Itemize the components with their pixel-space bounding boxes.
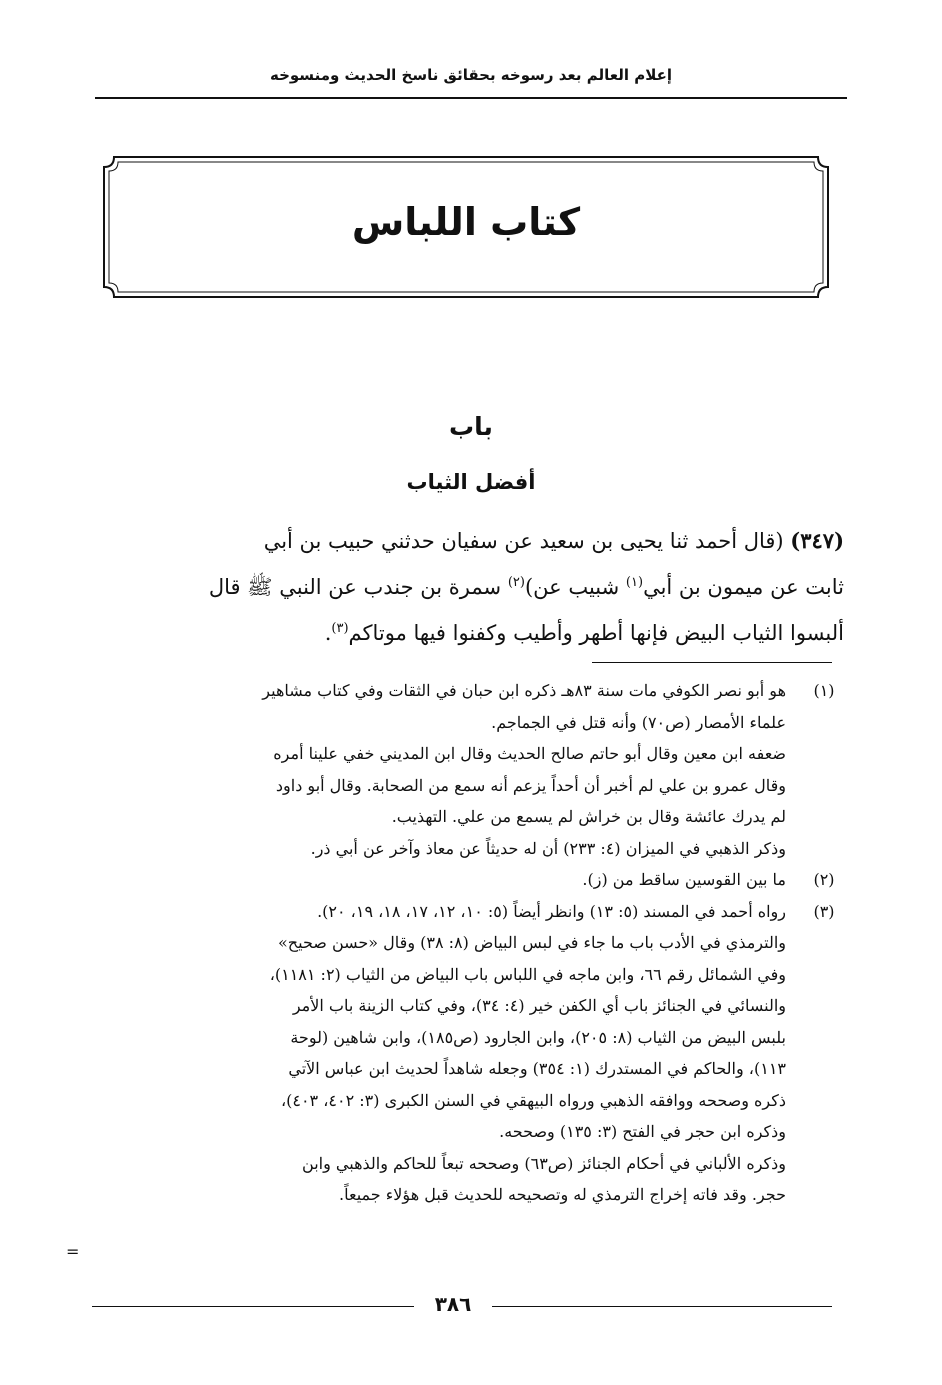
book-title: كتاب اللباس [351,200,581,244]
hadith-line-3: ألبسوا الثياب البيض فإنها أطهر وأطيب وكفنوا فيها موتاكم$^{(٣)}$. [324,621,844,645]
note-ref-3: (٣) [331,621,349,636]
hadith-line-1: (٣٤٧) (قال أحمد ثنا يحيى بن سعيد عن سفيان حدثني حبيب بن أبي [263,528,844,553]
hadith-text [92,520,844,654]
footnote-mark: (٢) [813,870,835,889]
footnote-3: (٣) رواه أحمد في المسند (٥: ١٣) وانظر أيضاً (٥: ١٠، ١٢، ١٧، ١٨، ١٩، ٢٠). والترمذي في الأدب باب ما جاء في لبس البياض (٨: ٣٨) وقال «حسن صحيح» وفي الشمائل رقم ٦٦، وابن ماجه في اللباس باب البياض من الثياب (٢: ١١٨١)، والنسائي في الجنائز باب أي الكفن خير (٤: ٣٤)، وفي كتاب الزينة باب الأمر بلبس البيض من الثياب (٨: ٢٠٥)، وابن الجارود (ص١٨٥)، وابن شاهين (لوحة ١١٣)، والحاكم في المستدرك (١: ٣٥٤) وجعله شاهداً لحديث ابن عباس الآتي ذكره وصححه ووافقه الذهبي ورواه البيهقي في السنن الكبرى (٣: ٤٠٢، ٤٠٣)، وذكره ابن حجر في الفتح (٣: ١٣٥) وصححه. وذكره الألباني في أحكام الجنائز (ص٦٣) وصححه تبعاً للحاكم والذهبي وابن حجر. وقد فاته إخراج الترمذي له وتصحيحه للحديث قبل هؤلاء جميعاً. [98,896,844,1211]
footnote-separator [592,662,832,663]
running-header: إعلام العالم بعد رسوخه بحقائق ناسخ الحديث ومنسوخه [270,66,672,84]
hadith-line-2: ثابت عن ميمون بن أبي$^{(١)}$ شبيب عن)$^{(٢)}$ سمرة بن جندب عن النبي ﷺ قال [208,575,844,599]
header-rule [95,97,847,99]
footer-rule-right [492,1306,832,1307]
footnote-2: (٢) ما بين القوسين ساقط من (ز). [98,864,844,896]
footnote-mark: (١) [813,681,835,700]
chapter-heading: باب [449,412,493,441]
note-ref-1: (١) [625,575,644,590]
note-ref-2: (٢) [507,575,525,590]
footnote-1: (١) هو أبو نصر الكوفي مات سنة ٨٣هـ ذكره ابن حبان في الثقات وفي كتاب مشاهير علماء الأمصار (ص٧٠) وأنه قتل في الجماجم. ضعفه ابن معين وقال أبو حاتم صالح الحديث وقال ابن المديني خفي علينا أمره وقال عمرو بن علي لم أخبر أن أحداً يزعم أنه سمع من الصحابة. وقال أبو داود لم يدرك عائشة وقال بن خراش لم يسمع من علي. التهذيب. وذكر الذهبي في الميزان (٤: ٢٣٣) أن له حديثاً عن معاذ وآخر عن أبي ذر. [98,675,844,864]
page-number: ٣٨٦ [434,1292,472,1316]
footer-rule-left [92,1306,414,1307]
footnote-mark: (٣) [813,901,835,921]
hadith-number: (٣٤٧) [790,528,844,553]
footnotes [98,675,844,1211]
continuation-mark: = [66,1242,80,1261]
chapter-title: أفضل الثياب [406,470,536,494]
